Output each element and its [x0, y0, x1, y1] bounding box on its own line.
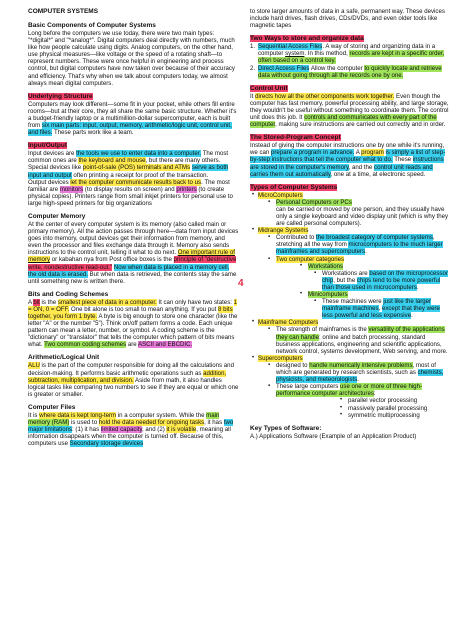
paragraph-alu: ALU is the part of the computer responsible for doing all the calculations and decision-making. It performs basic arithmetic operations such as addition, subtraction, multiplication, and division. Aside from math, it also handles logical tasks like comparing two numbers to see if they are equal or which one is greater or smaller.: [28, 362, 239, 398]
type-personal-computers: ▪ Personal Computers or PCs: [250, 199, 450, 206]
architecture-item: • massively parallel processing: [250, 405, 450, 412]
right-column: [238, 8, 450, 440]
type-midrange: • Midrange Systems: [250, 227, 450, 234]
doc-title: COMPUTER SYSTEMS: [28, 8, 99, 15]
handwritten-mark: 4: [238, 278, 244, 289]
architecture-item: • symmetric multiprocessing: [250, 412, 450, 419]
heading-alu: Arithmetic/Logical Unit: [28, 354, 100, 362]
heading-basic-components: Basic Components of Computer Systems: [28, 22, 156, 29]
paragraph-control-unit: It directs how all the other components work together. Even though the computer has fast memory, powerful processing ability, and large storage, they wouldn't be useful without something to coordinate them. The control unit does this job. It controls and communicates with every part of the computer, making sure instructions are carried out correctly and in order.: [250, 92, 449, 129]
midrange-description: ▪ Contributed to the broadest category of computer systems, stretching all the way from microcomputers to the much larger mainframes and supercomputers.: [250, 234, 450, 255]
paragraph-output-devices: Output devices let the computer communicate results back to us. The most familiar are monitors (to display results on screen) and printers (to create physical copies). Printers range from small inkjet printers for personal use to large high-speed printers for big organizations: [28, 178, 233, 207]
minicomputers-description: ▪ These machines were just like the larger mainframe machines, except that they were less powerful and less expensive.: [250, 298, 450, 319]
workstations-description: ▪ Workstations are based on the microprocessor chip, but the chips tend to be more powerful than those used in microcomputers.: [250, 270, 450, 291]
paragraph-computer-memory: At the center of every computer system is its memory (also called main or primary memory). All the action passes through here—data from input devices goes into memory, output devices get their information from memory, and even the processor and files exchange data through it. Memory also sends instructions to the control unit, telling it what to do next. One important rule of memory or kabahan nya from Post office boxes is the principle of "destructive write, nondestructive read-out." Now when data is placed in a memory cell, the old data is erased. But when data is retrieved, the contents stay the same until something new is written there.: [28, 220, 239, 285]
type-microcomputers: • MicroComputers: [250, 192, 450, 199]
heading-computer-memory: Computer Memory: [28, 212, 86, 220]
supercomputers-description: ▪ designed to handle numerically intensive problems, most of which are generated by research scientists, such as chemists, physicists, and meteorologists.: [250, 362, 450, 383]
left-column: [28, 8, 239, 447]
type-supercomputers: • Supercomputers: [250, 355, 450, 362]
architecture-item: • parallel vector processing: [250, 397, 450, 404]
architectures-intro: ▪ These large computers use one or more of three high-performance computer architectures:: [250, 383, 450, 397]
heading-bits-coding: Bits and Coding Schemes: [28, 290, 109, 298]
types-list: [250, 192, 450, 419]
highlight-six-parts: six main parts: input, output, memory, arithmetic/logic unit, control unit, and files.: [28, 122, 232, 137]
heading-types: Types of Computer Systems: [250, 183, 338, 191]
heading-control-unit: Control Unit: [250, 84, 288, 92]
heading-computer-files: Computer Files: [28, 403, 76, 411]
paragraph-storage-intro: to store larger amounts of data in a safe, permanent way. These devices include hard drives, flash drives, CDs/DVDs, and even older tools like magnetic tapes: [250, 8, 445, 30]
two-categories: ▪ Two computer categories: [250, 256, 450, 263]
type-mainframe: • Mainframe Computers: [250, 319, 450, 326]
heading-underlying-structure: Underlying Structure: [28, 92, 93, 100]
mainframe-description: ▪ The strength of mainframes is the versatility of the applications they can handle: online and batch processing, standard business applications, engineering and scientific applications, network control, systems development, Web serving, and more.: [250, 326, 450, 354]
pc-description: can be carried or moved by one person, and they usually have only a single keyboard and video display unit (which is why they are called personal computers).: [276, 205, 449, 228]
paragraph-stored-program: Instead of giving the computer instructions one by one while it's running, we can prepare a program in advance. A program is simply a list of step-by-step instructions that tell the computer what to do. These instructions are stored in the computer's memory, and the control unit reads and carries them out automatically, one at a time, at electronic speed.: [250, 142, 446, 178]
paragraph-software-types: A.) Applications Software (Example of an Application Product): [250, 432, 417, 440]
heading-input-output: Input/Output: [28, 142, 67, 150]
heading-stored-program: The Stored-Program Concept: [250, 134, 341, 142]
paragraph-input-devices: Input devices are the tools we use to enter data into a computer. The most common ones are the keyboard and mouse, but there are many others. Special devices like point-of-sale (POS) terminals and ATMs serve as both input and output often printing a receipt for proof of the transaction.: [28, 150, 229, 179]
paragraph-underlying-structure: Computers may look different—some fit in your pocket, while others fill entire rooms—but at their core, they all share the same basic structure. Whether it's a budget-friendly laptop or a multimillion-dollar supercomputer, each is built from six main parts: input, output, memory, arithmetic/logic unit, control unit, and files. These parts work like a team.: [28, 100, 237, 137]
list-item-sequential: 1. Sequential Access Files. A way of storing and organizing data in a computer system. In this method, records are kept in a specific order, often based on a control key.: [250, 43, 445, 65]
type-workstations: • Workstations: [250, 263, 450, 270]
heading-two-ways: Two Ways to store and organize data: [250, 35, 364, 43]
paragraph-bits-coding: A bit is the smallest piece of data in a computer. It can only have two states: 1 = ON, 0 = OFF. One bit alone is too small to mean anything. If you put 8 bits together, you form 1 byte. A byte is big enough to store one character (like the letter "A" or the number "5"). Think on/off pattern forms a code. Each unique pattern can mean a letter, number, or symbol. A coding scheme is the "dictionary" or "translator" that tells the computer which pattern of bits means what. Two common coding schemes are ASCII and EBCDIC.: [28, 298, 238, 349]
heading-software-types: Key Types of Software:: [250, 424, 322, 432]
paragraph-computer-files: It is where data is kept long-term in a computer system. While the main memory (RAM) is used to hold the data needed for ongoing tasks, it has two major limitations: (1) it has limited capacity, and (2) it is volatile, meaning all information disappears when the computer is turned off. Because of this, computers use Secondary storage devices: [28, 411, 234, 448]
type-minicomputers: • Minicomputers: [250, 291, 450, 298]
paragraph-basic-components: Long before the computers we use today, there were two main types: "*digital*" and "*analog*". Digital computers deal directly with numbers, much like how people calculate using digits. Analog computers, on the other hand, use physical measures—like voltage or the speed of a rotating shaft—to represent numbers. These were once helpful in engineering and process control, but digital computers have now taken over because of their accuracy and efficiency. That's why when we talk about computers today, we almost always mean digital computers.: [28, 30, 235, 87]
list-item-direct: 2. Direct Access Files Allow the computer to quickly locate and retrieve data without going through all the records one by one.: [250, 64, 442, 79]
